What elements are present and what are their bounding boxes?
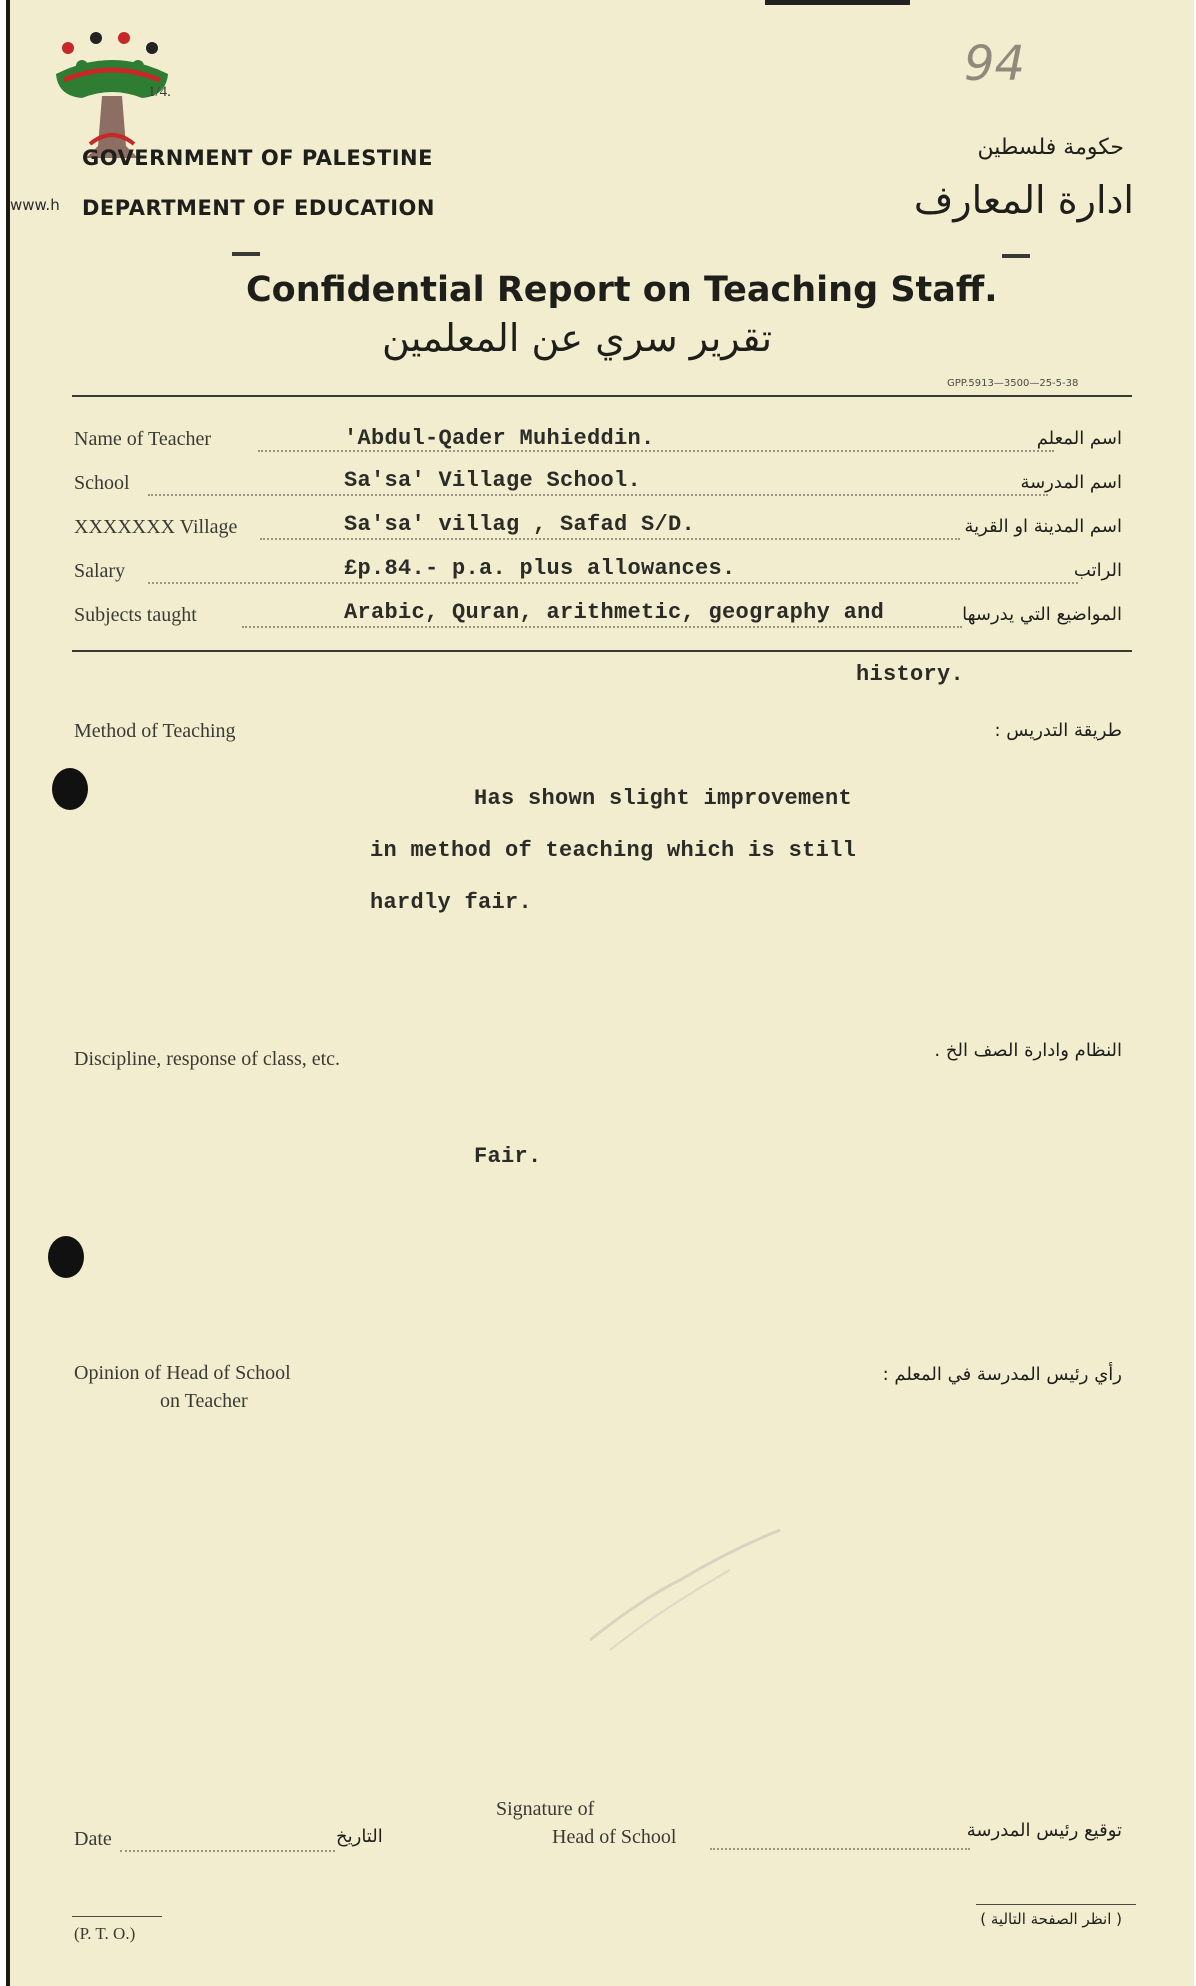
pto-ar: ( انظر الصفحة التالية ) bbox=[980, 1910, 1122, 1928]
field-label-teacher-ar: اسم المعلم bbox=[1036, 428, 1122, 449]
pto-rule-right bbox=[976, 1904, 1136, 1905]
method-label-ar: طريقة التدريس : bbox=[994, 720, 1122, 741]
pto-en: (P. T. O.) bbox=[74, 1924, 136, 1943]
field-value-salary: £p.84.- p.a. plus allowances. bbox=[344, 556, 736, 581]
opinion-label-line-1: Opinion of Head of School bbox=[74, 1362, 291, 1384]
method-line-3: hardly fair. bbox=[370, 890, 533, 915]
signature-dotline bbox=[710, 1848, 970, 1850]
method-line-2: in method of teaching which is still bbox=[370, 838, 857, 863]
field-label-school-ar: اسم المدرسة bbox=[1020, 472, 1122, 493]
field-label-salary-ar: الراتب bbox=[1073, 560, 1122, 581]
opinion-label-line-2: on Teacher bbox=[160, 1390, 248, 1412]
punch-hole-mark bbox=[52, 768, 88, 810]
field-label-teacher: Name of Teacher bbox=[74, 428, 212, 450]
field-value-school: Sa'sa' Village School. bbox=[344, 468, 642, 493]
header-dash-right bbox=[1002, 254, 1030, 258]
department-title-ar: ادارة المعارف bbox=[913, 178, 1134, 222]
date-label-ar: التاريخ bbox=[336, 1826, 383, 1847]
title-rule bbox=[72, 395, 1132, 397]
field-label-village: XXXXXXX Village bbox=[74, 516, 238, 538]
print-code: GPP.5913—3500—25-5-38 bbox=[947, 378, 1079, 389]
field-dotline bbox=[260, 538, 960, 540]
field-value-teacher: 'Abdul-Qader Muhieddin. bbox=[344, 426, 655, 451]
field-dotline bbox=[148, 494, 1048, 496]
field-label-salary: Salary bbox=[74, 560, 126, 582]
field-value-subjects: Arabic, Quran, arithmetic, geography and bbox=[344, 600, 885, 625]
document-page bbox=[6, 0, 1194, 1986]
scan-edge bbox=[765, 0, 910, 5]
signature-label-ar: توقيع رئيس المدرسة bbox=[966, 1820, 1122, 1841]
pto-rule-left bbox=[72, 1916, 162, 1917]
department-title-en: DEPARTMENT OF EDUCATION bbox=[82, 196, 435, 220]
discipline-label-ar: النظام وادارة الصف الخ . bbox=[934, 1040, 1122, 1061]
page-number: 94 bbox=[964, 36, 1026, 92]
reference-number: 1/4. bbox=[148, 84, 171, 100]
header-dash-left bbox=[232, 252, 260, 256]
field-label-subjects: Subjects taught bbox=[74, 604, 197, 626]
signature-label-line-2: Head of School bbox=[552, 1826, 677, 1848]
field-label-village-ar: اسم المدينة او القرية bbox=[964, 516, 1122, 537]
field-dotline bbox=[242, 626, 962, 628]
opinion-label-ar: رأي رئيس المدرسة في المعلم : bbox=[882, 1364, 1122, 1385]
date-label: Date bbox=[74, 1828, 112, 1850]
fields-rule bbox=[72, 650, 1132, 652]
subjects-continued: history. bbox=[856, 662, 965, 687]
report-title-ar: تقرير سري عن المعلمين bbox=[382, 316, 773, 360]
government-title-en: GOVERNMENT OF PALESTINE bbox=[82, 146, 433, 170]
watermark-text: www.h bbox=[10, 196, 60, 214]
field-label-subjects-ar: المواضيع التي يدرسها bbox=[962, 604, 1122, 625]
signature-label-line-1: Signature of bbox=[496, 1798, 595, 1820]
discipline-label: Discipline, response of class, etc. bbox=[74, 1048, 341, 1070]
punch-hole-mark bbox=[48, 1236, 84, 1278]
field-value-village: Sa'sa' villag , Safad S/D. bbox=[344, 512, 696, 537]
field-dotline bbox=[148, 582, 1078, 584]
method-label: Method of Teaching bbox=[74, 720, 236, 742]
date-dotline bbox=[120, 1850, 335, 1852]
government-title-ar: حكومة فلسطين bbox=[977, 135, 1124, 160]
discipline-value: Fair. bbox=[474, 1144, 542, 1169]
field-label-school: School bbox=[74, 472, 130, 494]
method-line-1: Has shown slight improvement bbox=[474, 786, 853, 811]
report-title-en: Confidential Report on Teaching Staff. bbox=[246, 270, 998, 310]
faint-signature bbox=[580, 1520, 790, 1660]
